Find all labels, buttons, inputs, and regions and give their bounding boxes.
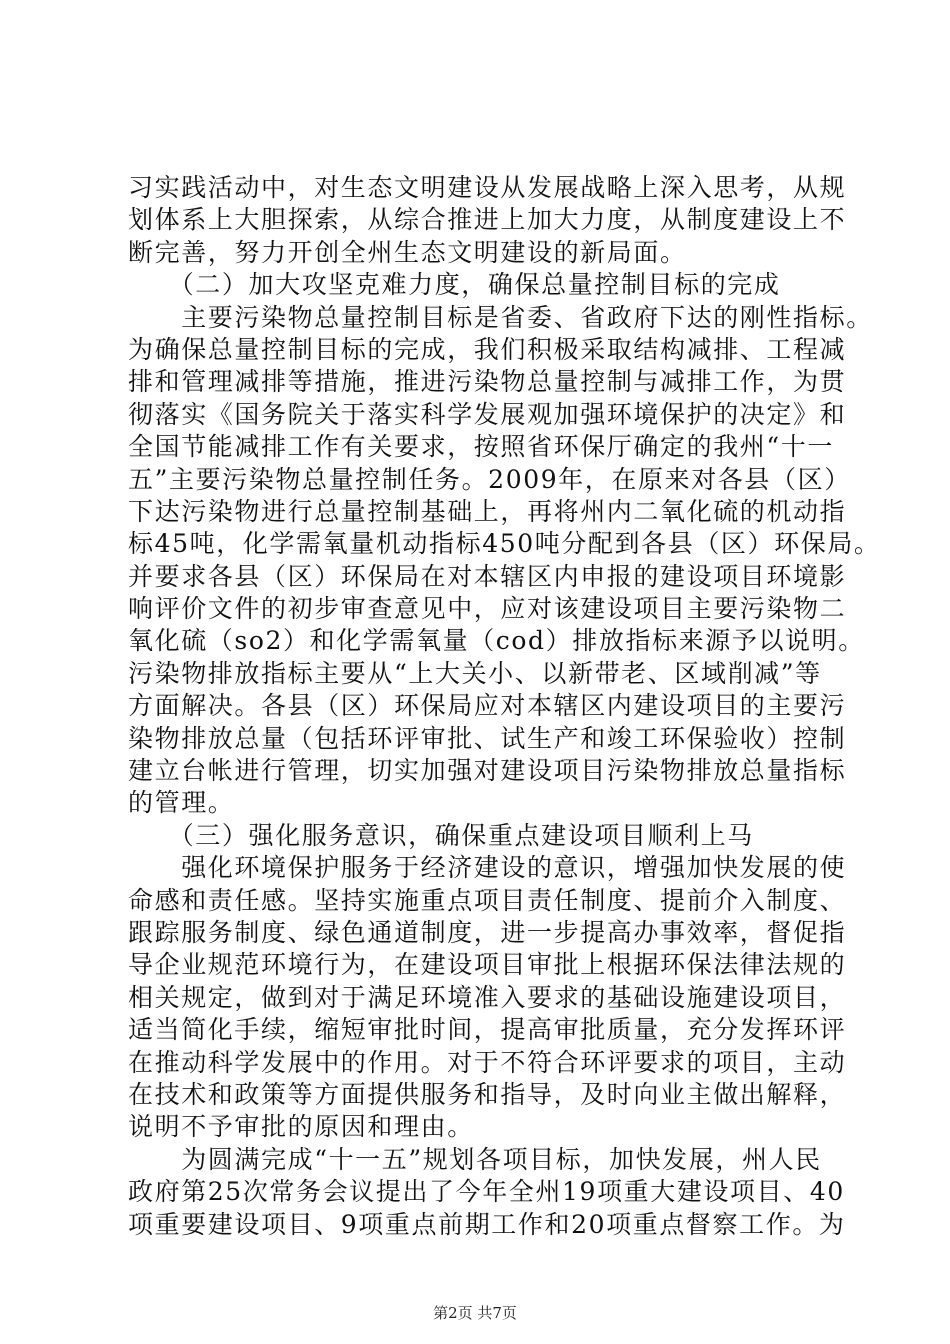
text-line: 命感和责任感。坚持实施重点项目责任制度、提前介入制度、 xyxy=(128,885,847,915)
page-number-label: 第2页 共7页 xyxy=(433,1304,517,1322)
text-line: 主要污染物总量控制目标是省委、省政府下达的刚性指标。 xyxy=(128,302,873,332)
text-line: 在推动科学发展中的作用。对于不符合环评要求的项目，主动 xyxy=(128,1047,847,1077)
text-line: 全国节能减排工作有关要求，按照省环保厅确定的我州“十一 xyxy=(128,432,834,462)
text-line: 彻落实《国务院关于落实科学发展观加强环境保护的决定》和 xyxy=(128,399,847,429)
text-line: 适当简化手续，缩短审批时间，提高审批质量，充分发挥环评 xyxy=(128,1015,847,1045)
text-line: 划体系上大胆探索，从综合推进上加大力度，从制度建设上不 xyxy=(128,205,847,235)
text-line: 建立台帐进行管理，切实加强对建设项目污染物排放总量指标 xyxy=(128,756,847,786)
page-footer xyxy=(0,1303,950,1323)
text-line: 政府第25次常务会议提出了今年全州19项重大建设项目、40 xyxy=(128,1177,845,1207)
section-heading: （二）加大攻坚克难力度，确保总量控制目标的完成 xyxy=(128,270,781,300)
text-line: 五”主要污染物总量控制任务。2009年，在原来对各县（区） xyxy=(128,464,851,494)
text-line: 跟踪服务制度、绿色通道制度，进一步提高办事效率，督促指 xyxy=(128,917,847,947)
text-line: 断完善，努力开创全州生态文明建设的新局面。 xyxy=(128,237,687,267)
section-heading: （三）强化服务意识，确保重点建设项目顺利上马 xyxy=(128,820,754,850)
text-line: 响评价文件的初步审查意见中，应对该建设项目主要污染物二 xyxy=(128,594,847,624)
text-line: 相关规定，做到对于满足环境准入要求的基础设施建设项目， xyxy=(128,982,847,1012)
text-line: 染物排放总量（包括环评审批、试生产和竣工环保验收）控制 xyxy=(128,723,847,753)
text-line: 为确保总量控制目标的完成，我们积极采取结构减排、工程减 xyxy=(128,334,847,364)
document-body xyxy=(128,172,881,1241)
text-line: 污染物排放指标主要从“上大关小、以新带老、区域削减”等 xyxy=(128,658,822,688)
text-line: 为圆满完成“十一五”规划各项目标，加快发展，州人民 xyxy=(128,1144,822,1174)
text-line: 并要求各县（区）环保局在对本辖区内申报的建设项目环境影 xyxy=(128,561,847,591)
text-line: 项重要建设项目、9项重点前期工作和20项重点督察工作。为 xyxy=(128,1209,846,1239)
text-line: 下达污染物进行总量控制基础上，再将州内二氧化硫的机动指 xyxy=(128,496,847,526)
text-line: 强化环境保护服务于经济建设的意识，增强加快发展的使 xyxy=(128,853,847,883)
text-line: 习实践活动中，对生态文明建设从发展战略上深入思考，从规 xyxy=(128,173,847,202)
text-line: 的管理。 xyxy=(128,788,235,818)
text-line: 在技术和政策等方面提供服务和指导，及时向业主做出解释， xyxy=(128,1079,847,1109)
text-line: 氧化硫（so2）和化学需氧量（cod）排放指标来源予以说明。 xyxy=(128,626,865,656)
text-line: 方面解决。各县（区）环保局应对本辖区内建设项目的主要污 xyxy=(128,691,847,721)
text-line: 说明不予审批的原因和理由。 xyxy=(128,1112,474,1142)
text-line: 标45吨，化学需氧量机动指标450吨分配到各县（区）环保局。 xyxy=(128,529,881,559)
text-line: 导企业规范环境行为，在建设项目审批上根据环保法律法规的 xyxy=(128,950,847,980)
text-line: 排和管理减排等措施，推进污染物总量控制与减排工作，为贯 xyxy=(128,367,847,397)
